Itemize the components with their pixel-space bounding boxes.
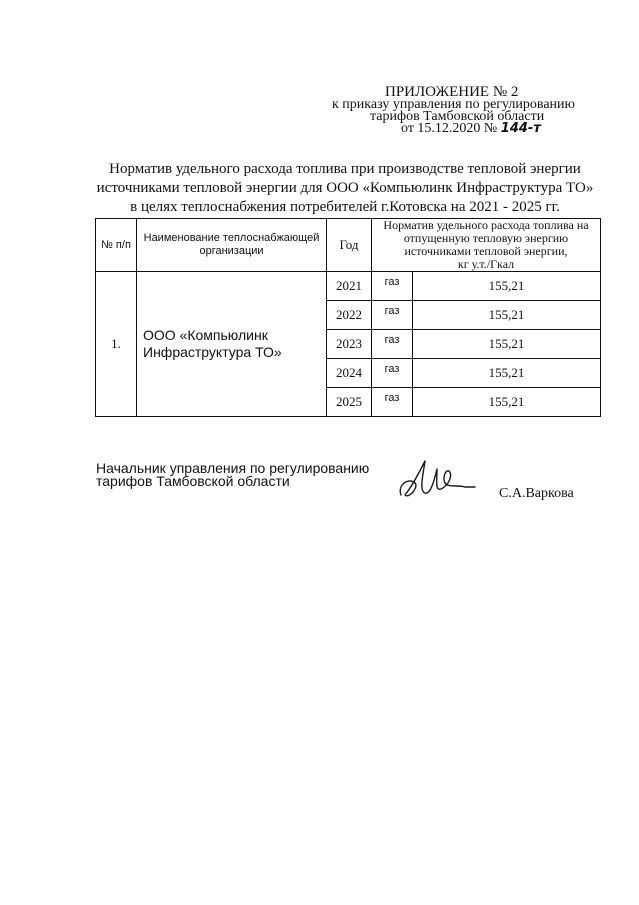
- row-org: ООО «Компьюлинк Инфраструктура ТО»: [137, 272, 327, 417]
- document-title-line-3: в целях теплоснабжения потребителей г.Котовска на 2021 - 2025 гг.: [130, 199, 560, 215]
- table-header-row: [96, 219, 601, 272]
- appendix-order-line-2: тарифов Тамбовской области: [370, 109, 545, 124]
- fuel-cell: газ: [372, 388, 413, 417]
- year-cell: 2024: [327, 359, 372, 388]
- document-title-line-1: Норматив удельного расхода топлива при производстве тепловой энергии: [109, 161, 581, 177]
- year-cell: 2021: [327, 272, 372, 301]
- fuel-cell: газ: [372, 330, 413, 359]
- signer-title-line-2: тарифов Тамбовской области: [96, 473, 290, 489]
- handwritten-signature: [395, 455, 485, 505]
- appendix-order-line-1: к приказу управления по регулированию: [332, 97, 575, 112]
- signer-title-line-1: Начальник управления по регулированию: [96, 460, 370, 476]
- value-cell: 155,21: [413, 330, 601, 359]
- value-cell: 155,21: [413, 272, 601, 301]
- appendix-title: ПРИЛОЖЕНИЕ № 2: [385, 84, 519, 100]
- value-cell: 155,21: [413, 388, 601, 417]
- appendix-order-date-line: [401, 121, 541, 136]
- table-row: [96, 272, 601, 301]
- signer-name: С.А.Варкова: [499, 486, 574, 501]
- row-num: 1.: [96, 272, 137, 417]
- header-norm-line-3: источниками тепловой энергии,: [404, 244, 568, 258]
- fuel-cell: газ: [372, 272, 413, 301]
- order-number: 144-т: [500, 121, 541, 136]
- year-cell: 2025: [327, 388, 372, 417]
- header-norm: [372, 219, 601, 272]
- header-norm-line-2: отпущенную тепловую энергию: [403, 231, 569, 245]
- value-cell: 155,21: [413, 359, 601, 388]
- year-cell: 2023: [327, 330, 372, 359]
- header-num: № п/п: [96, 219, 137, 272]
- document-title: [60, 160, 630, 217]
- header-norm-line-4: кг у.т./Гкал: [457, 257, 515, 271]
- fuel-norm-table: [95, 218, 601, 417]
- order-date: от 15.12.2020 №: [401, 121, 498, 136]
- value-cell: 155,21: [413, 301, 601, 330]
- fuel-cell: газ: [372, 301, 413, 330]
- header-year: Год: [327, 219, 372, 272]
- document-title-line-2: источниками тепловой энергии для ООО «Компьюлинк Инфраструктура ТО»: [96, 180, 594, 196]
- header-org: Наименование теплоснабжающей организации: [137, 219, 327, 272]
- fuel-cell: газ: [372, 359, 413, 388]
- year-cell: 2022: [327, 301, 372, 330]
- header-norm-line-1: Норматив удельного расхода топлива на: [383, 218, 589, 232]
- signer-title: [96, 462, 369, 488]
